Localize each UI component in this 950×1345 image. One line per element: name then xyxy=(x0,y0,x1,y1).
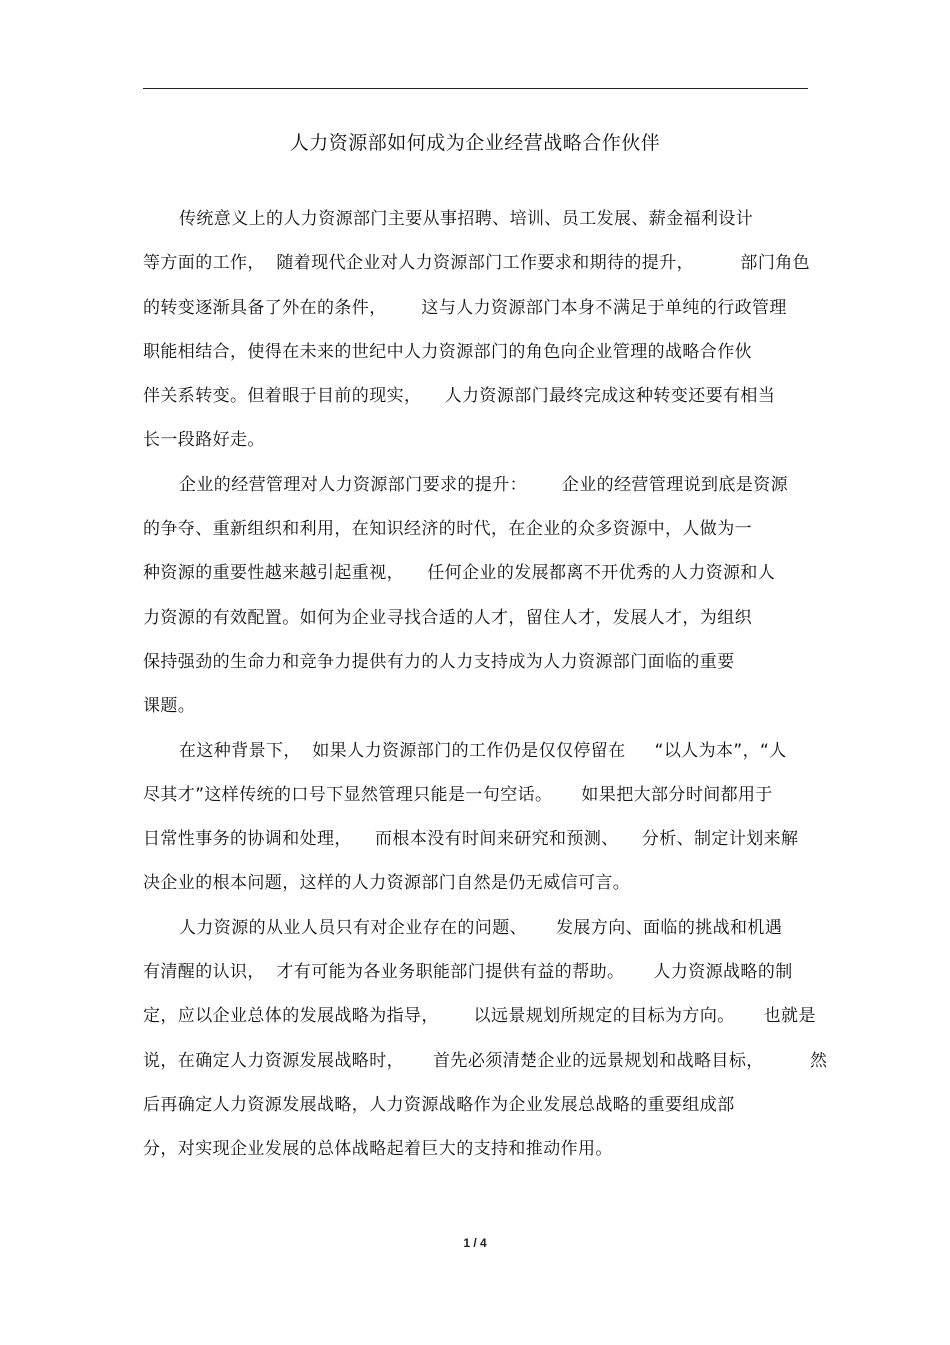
text-line: 分，对实现企业发展的总体战略起着巨大的支持和推动作用。 xyxy=(143,1139,613,1160)
text-line: 的转变逐渐具备了外在的条件， 这与人力资源部门本身不满足于单纯的行政管理 xyxy=(143,297,787,318)
document-title: 人力资源部如何成为企业经营战略合作伙伴 xyxy=(289,132,661,154)
document-body xyxy=(143,205,828,1180)
text-line: 课题。 xyxy=(143,696,196,717)
text-line: 日常性事务的协调和处理， 而根本没有时间来研究和预测、 分析、制定计划来解 xyxy=(143,829,799,850)
text-line: 等方面的工作， 随着现代企业对人力资源部门工作要求和期待的提升， 部门角色 xyxy=(143,253,811,274)
text-line: 力资源的有效配置。如何为企业寻找合适的人才，留住人才，发展人才，为组织 xyxy=(143,607,752,628)
text-line: 企业的经营管理对人力资源部门要求的提升： 企业的经营管理说到底是资源 xyxy=(179,474,789,495)
text-line: 种资源的重要性越来越引起重视， 任何企业的发展都离不开优秀的人力资源和人 xyxy=(143,563,776,584)
page-number: 1 / 4 xyxy=(463,1236,487,1250)
paragraph xyxy=(143,205,811,454)
text-line: 定，应以企业总体的发展战略为指导， 以远景规划所规定的目标为方向。 也就是 xyxy=(143,1006,816,1027)
text-line: 保持强劲的生命力和竞争力提供有力的人力支持成为人力资源部门面临的重要 xyxy=(143,651,735,672)
text-line: 的争夺、重新组织和利用，在知识经济的时代，在企业的众多资源中，人做为一 xyxy=(143,519,752,540)
text-line: 有清醒的认识， 才有可能为各业务职能部门提供有益的帮助。 人力资源战略的制 xyxy=(143,962,793,983)
text-line: 在这种背景下， 如果人力资源部门的工作仍是仅仅停留在 “以人为本”，“人 xyxy=(179,740,787,761)
paragraph xyxy=(143,914,828,1163)
text-line: 职能相结合，使得在未来的世纪中人力资源部门的角色向企业管理的战略合作伙 xyxy=(143,341,752,362)
header-rule xyxy=(143,88,808,89)
text-line: 伴关系转变。但着眼于目前的现实， 人力资源部门最终完成这种转变还要有相当 xyxy=(143,386,776,407)
paragraph xyxy=(143,471,808,720)
text-line: 决企业的根本问题，这样的人力资源部门自然是仍无威信可言。 xyxy=(143,873,631,894)
text-line: 传统意义上的人力资源部门主要从事招聘、培训、员工发展、薪金福利设计 xyxy=(179,209,754,229)
text-line: 尽其才”这样传统的口号下显然管理只能是一句空话。 如果把大部分时间都用于 xyxy=(143,784,773,805)
text-line: 长一段路好走。 xyxy=(143,430,265,451)
text-line: 人力资源的从业人员只有对企业存在的问题、 发展方向、面临的挑战和机遇 xyxy=(179,917,783,938)
text-line: 后再确定人力资源发展战略，人力资源战略作为企业发展总战略的重要组成部 xyxy=(143,1094,735,1115)
text-line: 说，在确定人力资源发展战略时， 首先必须清楚企业的远景规划和战略目标， 然 xyxy=(143,1050,828,1071)
paragraph xyxy=(143,737,808,898)
